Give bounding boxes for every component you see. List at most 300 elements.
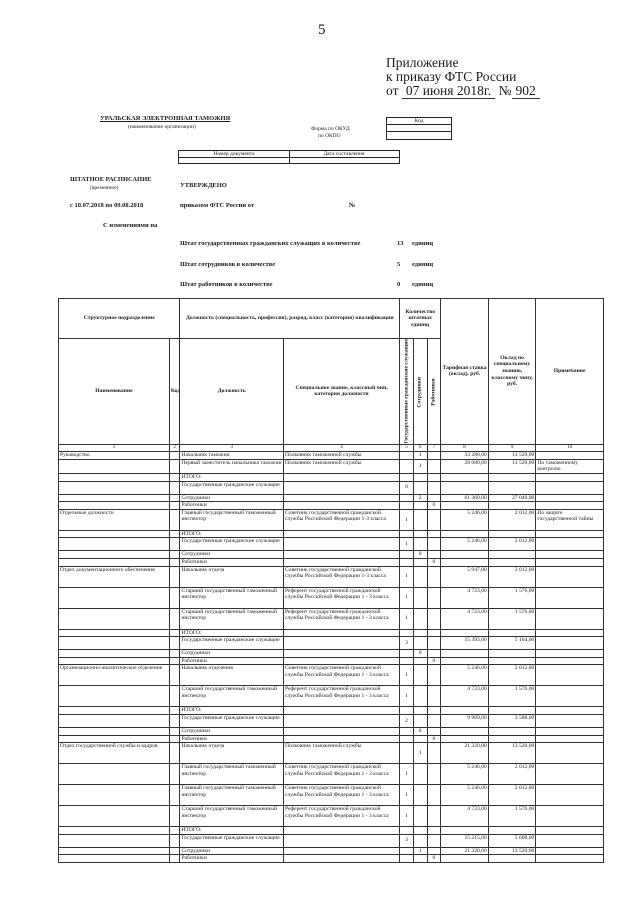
position-cell: ИТОГО:	[180, 707, 284, 715]
order-number-label: №	[349, 202, 356, 209]
qty-officers-cell: 0	[413, 727, 427, 735]
rank-pay-cell	[488, 855, 536, 863]
qty-civil-cell	[400, 657, 414, 665]
tariff-cell: 5 246,00	[441, 665, 489, 686]
code-cell	[169, 847, 180, 855]
unit-cell	[59, 657, 170, 665]
qty-officers-cell	[413, 707, 427, 715]
position-cell: Главный государственный таможенный инспектор	[180, 764, 284, 785]
qty-officers-cell: 2	[413, 494, 427, 502]
note-cell	[536, 665, 604, 686]
tariff-cell: 33 280,00	[441, 452, 489, 460]
note-cell	[536, 806, 604, 827]
code-cell	[169, 665, 180, 686]
rank-cell: Полковник таможенной службы	[283, 452, 399, 460]
unit-cell	[59, 707, 170, 715]
index-cell: 3	[180, 444, 284, 452]
qty-officers-cell	[413, 855, 427, 863]
rank-cell	[283, 714, 399, 727]
note-cell	[536, 714, 604, 727]
note-cell	[536, 587, 604, 608]
code-cell	[169, 785, 180, 806]
position-cell: Сотрудники	[180, 650, 284, 658]
rank-cell	[283, 847, 399, 855]
position-cell: Первый заместитель начальника таможни	[180, 459, 284, 473]
tariff-cell: 15 393,00	[441, 637, 489, 650]
unit-cell: Отдельные должности	[59, 509, 170, 530]
rank-pay-cell: 13 520,00	[488, 452, 536, 460]
qty-workers-cell	[427, 608, 441, 629]
tariff-cell: 61 360,00	[441, 494, 489, 502]
tariff-cell	[441, 502, 489, 510]
note-cell	[536, 452, 604, 460]
rank-cell: Советник государственной гражданской службы Российской Федерации 1-3 класса	[283, 566, 399, 587]
qty-workers-cell	[427, 764, 441, 785]
rank-pay-cell: 2 012,00	[488, 785, 536, 806]
th-note: Примечание	[536, 299, 604, 445]
qty-civil-cell	[400, 707, 414, 715]
qty-civil-cell	[400, 530, 414, 538]
qty-workers-cell	[427, 538, 441, 551]
tariff-cell: 9 969,00	[441, 714, 489, 727]
tariff-cell	[441, 657, 489, 665]
index-cell: 9	[488, 444, 536, 452]
qty-workers-cell	[427, 587, 441, 608]
rank-cell: Референт государственной гражданской службы Российской Федерации 1 - 3 класса	[283, 806, 399, 827]
qty-civil-cell: 1	[400, 587, 414, 608]
note-cell	[536, 530, 604, 538]
index-cell: 8	[441, 444, 489, 452]
note-cell	[536, 608, 604, 629]
doc-box-divider	[289, 157, 290, 163]
rank-cell: Референт государственной гражданской службы Российской Федерации 1 - 3 класса	[283, 686, 399, 707]
unit-cell	[59, 855, 170, 863]
qty-workers-cell	[427, 481, 441, 494]
code-cell	[169, 834, 180, 847]
unit-cell	[59, 538, 170, 551]
rank-pay-cell: 2 012,00	[488, 764, 536, 785]
tariff-cell	[441, 650, 489, 658]
staff-officers-value: 5	[397, 261, 401, 268]
unit-cell	[59, 474, 170, 482]
tariff-cell: 5 947,00	[441, 566, 489, 587]
qty-workers-cell: 0	[427, 502, 441, 510]
unit-cell	[59, 727, 170, 735]
th-q-workers: Работники	[427, 339, 441, 445]
rank-cell	[283, 827, 399, 835]
tariff-cell	[441, 530, 489, 538]
note-cell: По защите государственной тайны	[536, 509, 604, 530]
code-cell	[169, 637, 180, 650]
rank-cell	[283, 657, 399, 665]
table-row	[59, 743, 604, 764]
doc-info-box	[178, 150, 400, 164]
table-row	[59, 714, 604, 727]
qty-civil-cell	[400, 650, 414, 658]
tariff-cell	[441, 855, 489, 863]
code-cell	[169, 657, 180, 665]
code-cell	[169, 629, 180, 637]
qty-civil-cell: 1	[400, 686, 414, 707]
staffing-table-body	[59, 452, 604, 863]
code-cell	[169, 459, 180, 473]
rank-pay-cell	[488, 551, 536, 559]
rank-pay-cell: 1 576,00	[488, 806, 536, 827]
staff-civil-value: 13	[397, 240, 404, 247]
position-cell: Государственные гражданские служащие	[180, 834, 284, 847]
position-cell: Работники	[180, 855, 284, 863]
table-row	[59, 764, 604, 785]
unit-cell: Руководство	[59, 452, 170, 460]
qty-officers-cell: 0	[413, 650, 427, 658]
th-code: Код	[169, 339, 180, 445]
note-cell	[536, 481, 604, 494]
index-cell: 10	[536, 444, 604, 452]
qty-civil-cell	[400, 735, 414, 743]
unit-cell	[59, 629, 170, 637]
th-name: Наименование	[59, 339, 170, 445]
rank-pay-cell: 3 588,00	[488, 714, 536, 727]
position-cell: Государственные гражданские служащие	[180, 481, 284, 494]
index-cell: 2	[169, 444, 180, 452]
tariff-cell: 4 723,00	[441, 608, 489, 629]
rank-pay-cell	[488, 727, 536, 735]
code-cell	[169, 566, 180, 587]
position-cell: Работники	[180, 559, 284, 567]
code-cell	[169, 827, 180, 835]
qty-officers-cell	[413, 481, 427, 494]
rank-cell	[283, 637, 399, 650]
qty-civil-cell	[400, 855, 414, 863]
unit-cell	[59, 559, 170, 567]
tariff-cell: 5 246,00	[441, 764, 489, 785]
position-cell: ИТОГО:	[180, 530, 284, 538]
qty-workers-cell: 0	[427, 855, 441, 863]
staffing-table	[58, 298, 604, 863]
tariff-cell: 5 246,00	[441, 509, 489, 530]
th-position: Должность	[180, 339, 284, 445]
rank-pay-cell	[488, 629, 536, 637]
tariff-cell: 5 246,00	[441, 538, 489, 551]
qty-civil-cell	[400, 559, 414, 567]
qty-officers-cell	[413, 509, 427, 530]
tariff-cell: 28 080,00	[441, 459, 489, 473]
position-cell: Работники	[180, 657, 284, 665]
qty-officers-cell: 1	[413, 459, 427, 473]
rank-pay-cell: 27 040,00	[488, 494, 536, 502]
qty-officers-cell	[413, 566, 427, 587]
tariff-cell: 4 723,00	[441, 686, 489, 707]
note-cell	[536, 735, 604, 743]
table-row	[59, 494, 604, 502]
qty-officers-cell	[413, 735, 427, 743]
unit-cell	[59, 735, 170, 743]
unit-cell: Отдел государственной службы и кадров	[59, 743, 170, 764]
tariff-cell	[441, 481, 489, 494]
note-cell	[536, 707, 604, 715]
rank-pay-cell	[488, 650, 536, 658]
qty-workers-cell	[427, 530, 441, 538]
note-cell	[536, 629, 604, 637]
qty-officers-cell: 0	[413, 551, 427, 559]
tariff-cell: 21 320,00	[441, 743, 489, 764]
code-cell	[169, 650, 180, 658]
position-cell: Государственные гражданские служащие	[180, 538, 284, 551]
note-cell	[536, 855, 604, 863]
table-row	[59, 481, 604, 494]
qty-officers-cell	[413, 827, 427, 835]
position-cell: Государственные гражданские служащие	[180, 637, 284, 650]
qty-workers-cell	[427, 847, 441, 855]
table-row	[59, 727, 604, 735]
note-cell	[536, 538, 604, 551]
code-cell	[169, 727, 180, 735]
position-cell: Работники	[180, 735, 284, 743]
table-row	[59, 735, 604, 743]
code-cell	[169, 452, 180, 460]
qty-officers-cell	[413, 637, 427, 650]
qty-officers-cell	[413, 474, 427, 482]
qty-workers-cell	[427, 727, 441, 735]
index-cell: 1	[59, 444, 170, 452]
qty-workers-cell	[427, 806, 441, 827]
qty-civil-cell	[400, 827, 414, 835]
qty-civil-cell	[400, 727, 414, 735]
qty-workers-cell	[427, 834, 441, 847]
doc-number-label: Номер документа	[179, 151, 290, 158]
table-row	[59, 806, 604, 827]
th-q-officers: Сотрудники	[413, 339, 427, 445]
table-row	[59, 509, 604, 530]
qty-civil-cell	[400, 494, 414, 502]
table-row	[59, 459, 604, 473]
qty-officers-cell	[413, 538, 427, 551]
qty-workers-cell	[427, 551, 441, 559]
qty-workers-cell	[427, 714, 441, 727]
qty-civil-cell: 1	[400, 764, 414, 785]
note-cell	[536, 657, 604, 665]
qty-workers-cell	[427, 665, 441, 686]
okpo-label: по ОКПО	[318, 133, 341, 139]
doc-period: с 10.07.2018 по 09.08.2018	[70, 202, 144, 209]
qty-workers-cell	[427, 743, 441, 764]
rank-pay-cell: 2 012,00	[488, 665, 536, 686]
rank-pay-cell	[488, 827, 536, 835]
rank-cell	[283, 629, 399, 637]
staff-civil-unit: единиц	[412, 240, 434, 247]
code-cell	[169, 509, 180, 530]
qty-workers-cell	[427, 650, 441, 658]
th-position-group: Должность (специальность, профессия), разряд, класс (категория) квалификации	[180, 299, 400, 339]
position-cell: Старший государственный таможенный инспектор	[180, 587, 284, 608]
qty-officers-cell	[413, 714, 427, 727]
qty-officers-cell	[413, 834, 427, 847]
rank-cell	[283, 494, 399, 502]
rank-pay-cell	[488, 707, 536, 715]
qty-civil-cell: 3	[400, 834, 414, 847]
rank-cell	[283, 551, 399, 559]
position-cell: Государственные гражданские служащие	[180, 714, 284, 727]
qty-workers-cell	[427, 566, 441, 587]
code-cell	[169, 538, 180, 551]
position-cell: Старший государственный таможенный инспектор	[180, 608, 284, 629]
appendix-line2: к приказу ФТС России	[386, 69, 517, 84]
note-cell	[536, 566, 604, 587]
table-row	[59, 452, 604, 460]
order-label: приказом ФТС России от	[180, 202, 255, 209]
okpo-code-cell	[386, 131, 452, 140]
table-row	[59, 530, 604, 538]
rank-cell: Полковник таможенной службы	[283, 459, 399, 473]
rank-pay-cell: 13 520,00	[488, 459, 536, 473]
tariff-cell	[441, 827, 489, 835]
qty-officers-cell	[413, 502, 427, 510]
qty-officers-cell: 1	[413, 452, 427, 460]
position-cell: Главный государственный таможенный инспектор	[180, 785, 284, 806]
unit-cell	[59, 806, 170, 827]
position-cell: Сотрудники	[180, 551, 284, 559]
staff-officers-unit: единиц	[412, 261, 434, 268]
table-row	[59, 538, 604, 551]
rank-cell	[283, 538, 399, 551]
code-cell	[169, 686, 180, 707]
rank-pay-cell: 1 576,00	[488, 608, 536, 629]
rank-pay-cell: 5 600,00	[488, 834, 536, 847]
position-cell: Начальник отдела	[180, 743, 284, 764]
code-cell	[169, 714, 180, 727]
rank-cell	[283, 474, 399, 482]
code-cell	[169, 559, 180, 567]
qty-officers-cell	[413, 657, 427, 665]
code-cell	[169, 735, 180, 743]
position-cell: ИТОГО:	[180, 629, 284, 637]
table-row	[59, 650, 604, 658]
unit-cell	[59, 650, 170, 658]
qty-civil-cell	[400, 474, 414, 482]
qty-workers-cell: 0	[427, 559, 441, 567]
position-cell: Начальник отделения	[180, 665, 284, 686]
index-cell: 5	[400, 444, 414, 452]
note-cell: По таможенному контролю	[536, 459, 604, 473]
rank-pay-cell: 2 012,00	[488, 538, 536, 551]
index-cell: 4	[283, 444, 399, 452]
qty-civil-cell: 3	[400, 637, 414, 650]
unit-cell: Организационно-аналитическое отделение	[59, 665, 170, 686]
qty-workers-cell	[427, 686, 441, 707]
tariff-cell	[441, 629, 489, 637]
rank-cell	[283, 502, 399, 510]
unit-cell	[59, 785, 170, 806]
qty-officers-cell	[413, 764, 427, 785]
index-cell: 6	[413, 444, 427, 452]
note-cell	[536, 785, 604, 806]
position-cell: Начальник отдела	[180, 566, 284, 587]
table-row	[59, 657, 604, 665]
th-q-civil: Государственные гражданские служащие	[400, 339, 414, 445]
th-rank-pay: Оклад по специальному званию, классному чину, руб.	[488, 299, 536, 445]
unit-cell	[59, 686, 170, 707]
index-cell: 7	[427, 444, 441, 452]
changes-label: С изменениями на	[103, 222, 158, 229]
th-struct: Структурное подразделение	[59, 299, 180, 339]
table-row	[59, 551, 604, 559]
note-cell	[536, 637, 604, 650]
note-cell	[536, 474, 604, 482]
doc-title-caption: (временное)	[90, 185, 119, 191]
rank-cell: Полковник таможенной службы	[283, 743, 399, 764]
rank-pay-cell	[488, 735, 536, 743]
qty-civil-cell: 1	[400, 785, 414, 806]
qty-workers-cell	[427, 637, 441, 650]
rank-pay-cell: 2 012,00	[488, 566, 536, 587]
note-cell	[536, 764, 604, 785]
qty-officers-cell	[413, 629, 427, 637]
tariff-cell	[441, 727, 489, 735]
table-row	[59, 637, 604, 650]
note-cell	[536, 650, 604, 658]
position-cell: Сотрудники	[180, 727, 284, 735]
staff-workers-unit: единиц	[412, 281, 434, 288]
qty-workers-cell	[427, 629, 441, 637]
rank-pay-cell: 1 576,00	[488, 686, 536, 707]
table-row	[59, 608, 604, 629]
qty-officers-cell: 1	[413, 743, 427, 764]
code-cell	[169, 855, 180, 863]
th-tariff: Тарифная ставка (оклад), руб.	[441, 299, 489, 445]
code-cell	[169, 743, 180, 764]
qty-officers-cell	[413, 686, 427, 707]
rank-cell: Советник государственной гражданской службы Российской Федерации 1-3 класса	[283, 509, 399, 530]
note-cell	[536, 727, 604, 735]
rank-cell: Советник государственной гражданской службы Российской Федерации 1 - 3 класса	[283, 665, 399, 686]
tariff-cell	[441, 707, 489, 715]
unit-cell	[59, 834, 170, 847]
table-row	[59, 474, 604, 482]
rank-pay-cell: 5 164,00	[488, 637, 536, 650]
table-row	[59, 827, 604, 835]
qty-civil-cell: 1	[400, 538, 414, 551]
qty-workers-cell: 0	[427, 657, 441, 665]
rank-cell: Советник государственной гражданской службы Российской Федерации 1 - 3 класса	[283, 785, 399, 806]
note-cell	[536, 686, 604, 707]
position-cell: ИТОГО:	[180, 474, 284, 482]
note-cell	[536, 502, 604, 510]
rank-pay-cell: 1 576,00	[488, 587, 536, 608]
note-cell	[536, 847, 604, 855]
code-cell	[169, 494, 180, 502]
unit-cell	[59, 587, 170, 608]
qty-workers-cell	[427, 827, 441, 835]
tariff-cell	[441, 559, 489, 567]
appendix-date: 07 июня 2018г.	[402, 83, 495, 99]
position-cell: Сотрудники	[180, 847, 284, 855]
tariff-cell: 5 246,00	[441, 785, 489, 806]
code-cell	[169, 806, 180, 827]
qty-civil-cell	[400, 629, 414, 637]
okud-label: Форма по ОКУД	[311, 126, 350, 132]
unit-cell	[59, 502, 170, 510]
appendix-from-label: от	[386, 83, 399, 98]
th-rank: Специальное звание, классный чин, категория должности	[283, 339, 399, 445]
code-cell	[169, 707, 180, 715]
qty-workers-cell	[427, 474, 441, 482]
qty-officers-cell	[413, 530, 427, 538]
tariff-cell: 15 215,00	[441, 834, 489, 847]
qty-civil-cell: 1	[400, 665, 414, 686]
qty-civil-cell: 2	[400, 714, 414, 727]
unit-cell	[59, 530, 170, 538]
qty-workers-cell	[427, 509, 441, 530]
